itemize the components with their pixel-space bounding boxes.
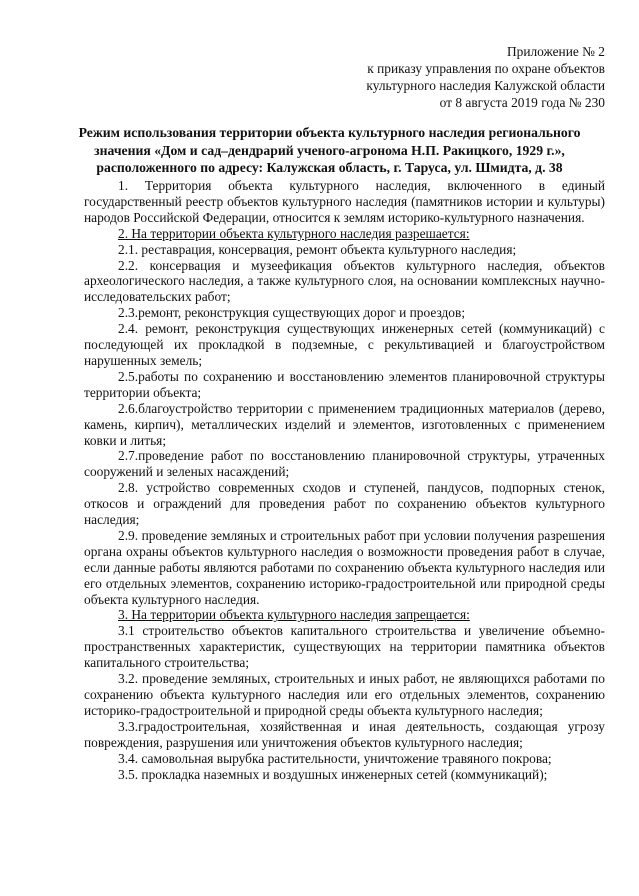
paragraph-2-9: 2.9. проведение земляных и строительных работ при условии получения разрешения органа охраны объектов культурного наследия о возможности проведения работ в случае, если данные работы являются работами по сохранению объекта культурного наследия или его отдельных элементов, сохранению историко-градостроительной или природной среды объекта культурного наследия. xyxy=(84,527,605,607)
paragraph-2-5: 2.5.работы по сохранению и восстановлению элементов планировочной структуры территории объекта; xyxy=(84,368,605,400)
paragraph-3-4: 3.4. самовольная вырубка растительности, уничтожение травяного покрова; xyxy=(118,750,552,766)
document-title: Режим использования территории объекта культурного наследия регионального значения «Дом и сад–дендрарий ученого-агронома Н.П. Ракицкого, 1929 г.», расположенного по адресу: Калужская область, г. Таруса, ул. Шмидта, д. 38 xyxy=(78,125,581,175)
paragraph-2-1: 2.1. реставрация, консервация, ремонт объекта культурного наследия; xyxy=(118,241,517,257)
paragraph-1: 1. Территория объекта культурного наследия, включенного в единый государственный реестр объектов культурного наследия (памятников истории и культуры) народов Российской Федерации, относится к землям историко-культурного назначения. xyxy=(84,178,605,225)
document-body xyxy=(84,178,605,782)
annex-date: от 8 августа 2019 года № 230 xyxy=(439,95,605,110)
paragraph-3-3: 3.3.градостроительная, хозяйственная и иная деятельность, создающая угрозу повреждения, разрушения или уничтожения объектов культурного наследия; xyxy=(84,718,605,750)
paragraph-2-3: 2.3.ремонт, реконструкция существующих дорог и проездов; xyxy=(118,305,466,321)
annex-authority: культурного наследия Калужской области xyxy=(366,78,605,93)
section-2-heading: 2. На территории объекта культурного наследия разрешается: xyxy=(118,225,470,241)
paragraph-3-2: 3.2. проведение земляных, строительных и иных работ, не являющихся работами по сохранению объекта культурного наследия или его отдельных элементов, сохранению историко-градостроительной и природной среды объекта культурного наследия; xyxy=(84,671,605,718)
section-3-heading: 3. На территории объекта культурного наследия запрещается: xyxy=(118,607,470,623)
paragraph-2-2: 2.2. консервация и музеефикация объектов культурного наследия, объектов археологического наследия, а также культурного слоя, на основании комплексных научно-исследовательских работ; xyxy=(84,257,605,305)
annex-header xyxy=(366,43,605,111)
paragraph-3-5: 3.5. прокладка наземных и воздушных инженерных сетей (коммуникаций); xyxy=(118,766,548,782)
paragraph-3-1: 3.1 строительство объектов капитального строительства и увеличение объемно-пространственных характеристик, существующих на территории памятника объектов капитального строительства; xyxy=(84,623,605,671)
paragraph-2-8: 2.8. устройство современных сходов и ступеней, пандусов, подпорных стенок, откосов и ограждений для проведения работ по сохранению объектов культурного наследия; xyxy=(84,480,605,528)
annex-order-ref: к приказу управления по охране объектов xyxy=(367,61,605,76)
annex-number: Приложение № 2 xyxy=(506,44,605,59)
paragraph-2-6: 2.6.благоустройство территории с применением традиционных материалов (дерево, камень, кирпич), металлических изделий и элементов, изготовленных с применением ковки и литья; xyxy=(84,400,605,448)
paragraph-2-7: 2.7.проведение работ по восстановлению планировочной структуры, утраченных сооружений и зеленых насаждений; xyxy=(84,448,605,480)
paragraph-2-4: 2.4. ремонт, реконструкция существующих инженерных сетей (коммуникаций) с последующей их прокладкой в подземные, с рекультивацией и благоустройством нарушенных земель; xyxy=(84,321,605,368)
